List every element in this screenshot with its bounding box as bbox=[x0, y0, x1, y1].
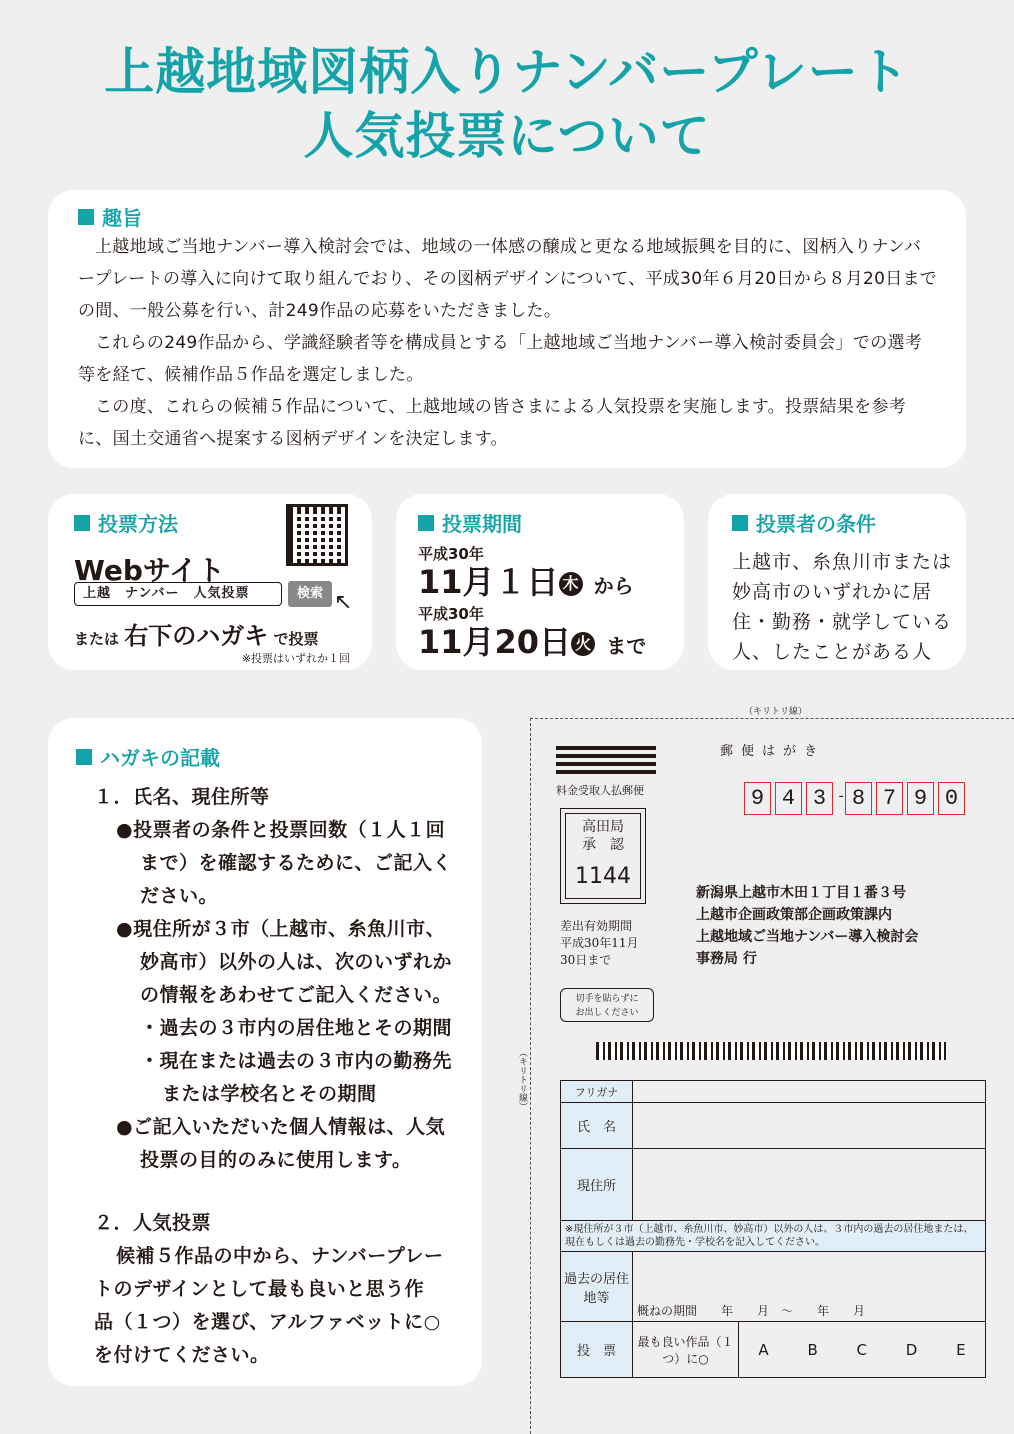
purpose-card bbox=[48, 190, 966, 468]
hagaki-line: まで）を確認するために、ご記入く bbox=[140, 852, 453, 874]
choice-e[interactable]: E bbox=[956, 1340, 966, 1359]
hagaki-line: の情報をあわせてご記入ください。 bbox=[140, 984, 453, 1006]
postcard-label: 郵便はがき bbox=[720, 744, 826, 759]
title-line2: 人気投票について bbox=[303, 107, 711, 165]
end-date: 11月20日 火 まで bbox=[418, 623, 647, 661]
valid-period: 差出有効期間 平成30年11月 30日まで bbox=[560, 919, 639, 967]
name-field[interactable] bbox=[633, 1103, 986, 1149]
postal-bars bbox=[556, 746, 656, 778]
square-icon bbox=[74, 515, 90, 531]
hagaki-heading: ハガキの記載 bbox=[76, 742, 482, 771]
purpose-paragraph: この度、これらの候補５作品について、上越地域の皆さまによる人気投票を実施します。投票結果を参考に、国土交通省へ提案する図柄デザインを決定します。 bbox=[78, 397, 907, 449]
hagaki-line: ・過去の３市内の居住地とその期間 bbox=[140, 1017, 453, 1039]
end-era: 平成30年 bbox=[418, 605, 484, 623]
page-title bbox=[0, 40, 1014, 168]
hagaki-line: 品（１つ）を選び、アルファベットに○ bbox=[94, 1311, 441, 1333]
web-label: Webサイト bbox=[74, 554, 225, 587]
vote-prompt: 最も良い作品（１つ）に○ bbox=[633, 1322, 739, 1378]
vote-form bbox=[560, 1080, 986, 1378]
name-label: 氏 名 bbox=[561, 1103, 633, 1149]
zip-code: 9 4 3 - 8 7 9 0 bbox=[744, 782, 969, 815]
hagaki-line: を付けてください。 bbox=[94, 1344, 270, 1366]
eligible-text: 上越市、糸魚川市または 妙高市のいずれかに居 住・勤務・就学している 人、したことがある人 bbox=[732, 551, 953, 663]
address-field[interactable] bbox=[633, 1149, 986, 1221]
hagaki-line: ●現住所が３市（上越市、糸魚川市、 bbox=[116, 918, 446, 940]
vote-note: ※投票はいずれか１回 bbox=[241, 652, 350, 665]
eligible-heading: 投票者の条件 bbox=[732, 508, 966, 537]
choice-a[interactable]: A bbox=[758, 1340, 769, 1359]
purpose-paragraph: 上越地域ご当地ナンバー導入検討会では、地域の一体感の醸成と更なる地域振興を目的に、図柄入りナンバープレートの導入に向けて取り組んでおり、その図柄デザインについて、平成30年６月20日から８月20日までの間、一般公募を行い、計249作品の応募をいただきました。 bbox=[78, 237, 938, 321]
qr-code-icon[interactable] bbox=[286, 504, 348, 566]
cut-line-left bbox=[530, 718, 531, 1434]
start-era: 平成30年 bbox=[418, 545, 484, 563]
hagaki-line: １．氏名、現住所等 bbox=[94, 786, 270, 808]
period-heading: 投票期間 bbox=[418, 508, 684, 537]
title-line1: 上越地域図柄入りナンバープレート bbox=[104, 43, 910, 101]
period-card bbox=[396, 494, 684, 670]
method-card bbox=[48, 494, 372, 670]
furigana-field[interactable] bbox=[633, 1081, 986, 1103]
vote-choices bbox=[739, 1322, 986, 1378]
hagaki-info-card bbox=[48, 718, 482, 1386]
address-note: ※現住所が３市（上越市、糸魚川市、妙高市）以外の人は、３市内の過去の居住地または、現在もしくは過去の勤務先・学校名を記入してください。 bbox=[561, 1221, 986, 1252]
or-hagaki: または 右下のハガキ で投票 bbox=[74, 622, 319, 650]
hagaki-line: 妙高市）以外の人は、次のいずれか bbox=[140, 951, 453, 973]
customer-barcode bbox=[596, 1042, 946, 1060]
square-icon bbox=[732, 515, 748, 531]
past-residence-label: 過去の居住地等 bbox=[561, 1252, 633, 1322]
cut-label: （キリトリ線） bbox=[517, 1048, 527, 1111]
square-icon bbox=[78, 209, 94, 225]
purpose-paragraph: これらの249作品から、学識経験者等を構成員とする「上越地域ご当地ナンバー導入検討委員会」での選考等を経て、候補作品５作品を選定しました。 bbox=[78, 333, 923, 385]
hagaki-line: ２．人気投票 bbox=[94, 1212, 212, 1234]
cut-line-top bbox=[530, 718, 1014, 719]
approval-stamp: 高田局 承 認 1144 bbox=[560, 808, 646, 904]
past-residence-field[interactable]: 概ねの期間 年 月 〜 年 月 bbox=[633, 1252, 986, 1322]
start-date: 11月１日 木 から bbox=[418, 563, 634, 601]
hagaki-line: ●投票者の条件と投票回数（１人１回 bbox=[116, 819, 446, 841]
furigana-label: フリガナ bbox=[561, 1081, 633, 1103]
no-stamp-note: 切手を貼らずに お出しください bbox=[560, 988, 654, 1022]
postcard bbox=[517, 707, 1014, 1434]
fee-label: 料金受取人払郵便 bbox=[556, 784, 644, 797]
address-label: 現住所 bbox=[561, 1149, 633, 1221]
method-heading: 投票方法 bbox=[74, 508, 372, 537]
search-input[interactable]: 上越 ナンバー 人気投票 bbox=[74, 582, 282, 606]
recipient-address: 新潟県上越市木田１丁目１番３号 上越市企画政策部企画政策課内 上越地域ご当地ナンバー導入検討会 事務局 行 bbox=[696, 885, 919, 967]
cursor-icon: ↖ bbox=[334, 590, 353, 615]
choice-d[interactable]: D bbox=[905, 1340, 918, 1359]
choice-c[interactable]: C bbox=[856, 1340, 867, 1359]
hagaki-line: 候補５作品の中から、ナンバープレー bbox=[116, 1245, 444, 1267]
purpose-heading: 趣旨 bbox=[78, 202, 938, 231]
hagaki-line: トのデザインとして最も良いと思う作 bbox=[94, 1278, 425, 1300]
hagaki-line: ださい。 bbox=[140, 885, 219, 907]
search-button[interactable]: 検索 bbox=[288, 581, 332, 607]
hagaki-line: ●ご記入いただいた個人情報は、人気 bbox=[116, 1116, 446, 1138]
hagaki-line: ・現在または過去の３市内の勤務先 bbox=[140, 1050, 453, 1072]
square-icon bbox=[76, 749, 92, 765]
eligible-card bbox=[708, 494, 966, 670]
cut-label: （キリトリ線） bbox=[744, 707, 808, 717]
vote-label: 投 票 bbox=[561, 1322, 633, 1378]
choice-b[interactable]: B bbox=[807, 1340, 818, 1359]
hagaki-line: または学校名とその期間 bbox=[162, 1083, 377, 1105]
hagaki-line: 投票の目的のみに使用します。 bbox=[140, 1149, 412, 1171]
square-icon bbox=[418, 515, 434, 531]
